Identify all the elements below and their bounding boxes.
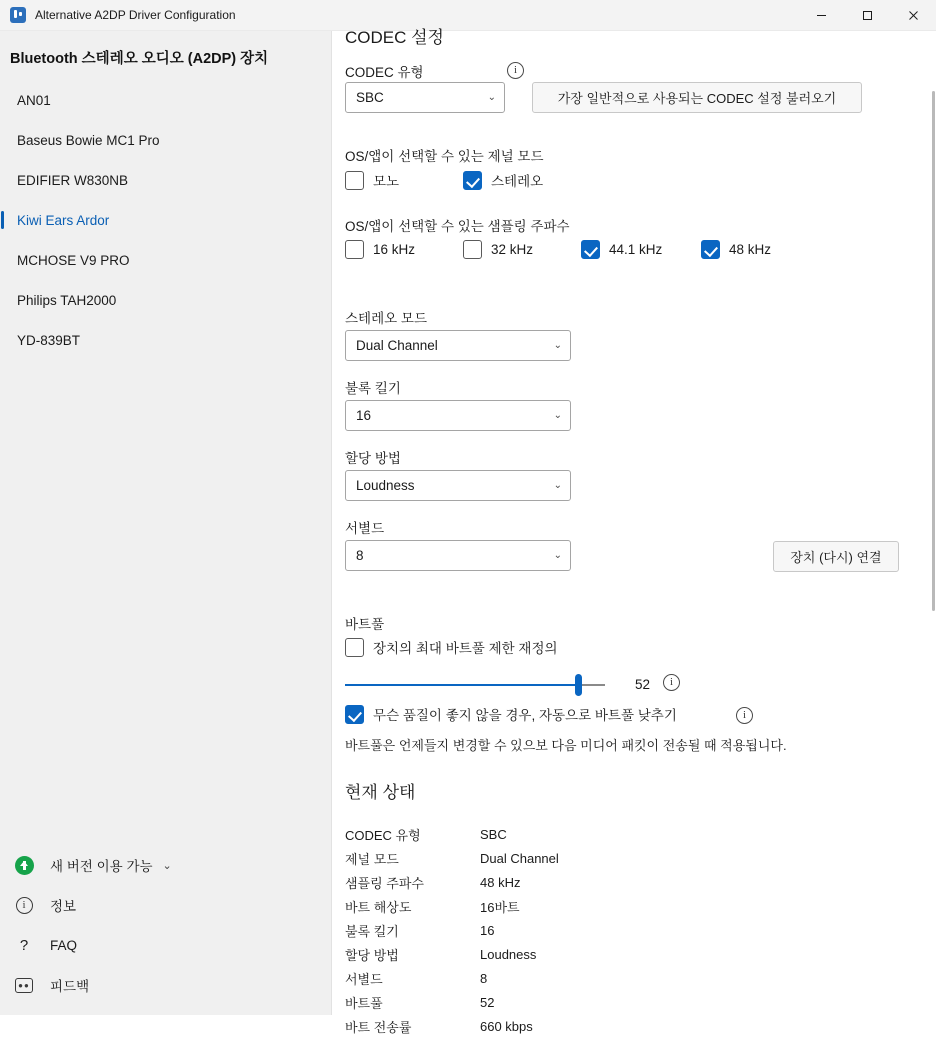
table-row <box>345 846 865 870</box>
override-max-bitpool-checkbox[interactable] <box>345 637 558 657</box>
faq-label: FAQ <box>50 937 78 953</box>
allocation-method-label: 할당 방법 <box>345 451 401 466</box>
status-value: 8 <box>480 970 488 986</box>
question-mark-icon: ? <box>19 936 29 954</box>
feedback-label: 피드백 <box>50 979 90 994</box>
table-row <box>345 822 865 846</box>
update-arrow-icon <box>12 856 36 875</box>
device-label: EDIFIER W830NB <box>17 172 129 188</box>
sidebar <box>0 31 332 1015</box>
status-value: 48 kHz <box>480 874 521 890</box>
status-value: 660 kbps <box>480 1018 533 1034</box>
table-row <box>345 942 865 966</box>
block-size-value: 16 <box>356 408 372 423</box>
sidebar-title: Bluetooth 스테레오 오디오 (A2DP) 장치 <box>10 51 269 67</box>
sampling-48khz-checkbox[interactable] <box>701 240 771 259</box>
chevron-down-icon: ⌄ <box>553 550 562 561</box>
scrollbar-thumb[interactable] <box>932 91 935 611</box>
device-label: MCHOSE V9 PRO <box>17 252 130 268</box>
sampling-44khz-label: 44.1 kHz <box>609 242 663 257</box>
bitpool-slider[interactable] <box>345 673 605 697</box>
table-row <box>345 894 865 918</box>
feedback-icon: ●● <box>12 978 36 993</box>
close-icon <box>908 10 919 21</box>
checkbox-box <box>581 240 600 259</box>
stereo-mode-value: Dual Channel <box>356 338 438 353</box>
stereo-mode-label: 스테레오 모드 <box>345 311 427 326</box>
stereo-mode-select[interactable] <box>345 330 571 361</box>
bitpool-info-icon[interactable]: i <box>663 672 680 691</box>
subbands-select[interactable] <box>345 540 571 571</box>
status-value: 16 <box>480 922 495 938</box>
checkbox-box <box>345 705 364 724</box>
status-label: 제널 모드 <box>345 851 399 867</box>
channel-mode-mono-label: 모노 <box>373 174 400 189</box>
window-title: Alternative A2DP Driver Configuration <box>35 8 236 22</box>
auto-lower-info-icon[interactable]: i <box>736 705 753 724</box>
sidebar-item-edifier-w830nb[interactable] <box>0 160 331 200</box>
device-label: Philips TAH2000 <box>17 292 117 308</box>
minimize-icon <box>816 10 827 21</box>
bitpool-section-label: 바트풀 <box>345 617 385 632</box>
sampling-rate-group-label: OS/앱이 선택할 수 있는 샘플링 주파수 <box>345 219 570 234</box>
table-row <box>345 918 865 942</box>
sidebar-footer <box>0 845 331 1015</box>
status-value: 52 <box>480 994 495 1010</box>
chevron-down-icon[interactable]: ⌄ <box>162 859 172 872</box>
status-label: 바트 해상도 <box>345 899 412 915</box>
status-label: 서별드 <box>345 971 383 987</box>
sidebar-item-about[interactable] <box>0 885 331 925</box>
status-label: 바트풀 <box>345 995 383 1011</box>
status-section-title: 현재 상태 <box>345 783 416 802</box>
status-table <box>345 822 865 1038</box>
about-label: 정보 <box>50 899 77 914</box>
status-value: Dual Channel <box>480 850 559 866</box>
channel-mode-stereo-label: 스테레오 <box>491 174 544 189</box>
device-label: Baseus Bowie MC1 Pro <box>17 132 160 148</box>
device-label: AN01 <box>17 92 51 108</box>
info-circle-icon: i <box>12 897 36 914</box>
sidebar-item-an01[interactable] <box>0 80 331 120</box>
auto-lower-bitpool-label: 무슨 품질이 좋지 않을 경우, 자동으로 바트풀 낮추기 <box>373 708 677 723</box>
sampling-32khz-checkbox[interactable] <box>463 240 533 259</box>
table-row <box>345 1014 865 1038</box>
chevron-down-icon: ⌄ <box>553 340 562 351</box>
status-label: 바트 전송률 <box>345 1019 412 1035</box>
reconnect-device-button[interactable]: 장치 (다시) 연결 <box>773 541 899 572</box>
device-label: Kiwi Ears Ardor <box>17 212 110 228</box>
sidebar-item-faq[interactable] <box>0 925 331 965</box>
sampling-44khz-checkbox[interactable] <box>581 240 662 259</box>
codec-type-value: SBC <box>356 90 384 105</box>
checkbox-box <box>463 171 482 190</box>
chevron-down-icon: ⌄ <box>553 410 562 421</box>
maximize-button[interactable] <box>844 0 890 31</box>
device-label: YD-839BT <box>17 332 81 348</box>
status-label: 불록 킬기 <box>345 923 399 939</box>
subbands-label: 서별드 <box>345 521 385 536</box>
sampling-16khz-label: 16 kHz <box>373 242 416 257</box>
status-label: 할당 방법 <box>345 947 399 963</box>
codec-type-label: CODEC 유형 <box>345 65 424 80</box>
status-value: SBC <box>480 826 507 842</box>
status-value: Loudness <box>480 946 537 962</box>
codec-type-info-icon[interactable]: i <box>507 60 524 79</box>
window-body <box>0 28 936 1035</box>
bitpool-note: 바트풀은 언제들지 변경할 수 있으보 다음 미디어 패킷이 전송될 때 적용됩니다. <box>345 738 787 753</box>
sidebar-item-philips-tah2000[interactable] <box>0 280 331 320</box>
codec-type-select[interactable] <box>345 82 505 113</box>
sampling-48khz-label: 48 kHz <box>729 242 772 257</box>
table-row <box>345 990 865 1014</box>
sidebar-item-mchose-v9-pro[interactable] <box>0 240 331 280</box>
allocation-method-value: Loudness <box>356 478 415 493</box>
checkbox-box <box>345 171 364 190</box>
table-row <box>345 966 865 990</box>
channel-mode-mono-checkbox[interactable] <box>345 170 399 190</box>
codec-section-title: CODEC 설정 <box>345 28 444 47</box>
vertical-scrollbar[interactable] <box>931 31 936 1015</box>
device-list <box>0 80 331 845</box>
app-icon <box>10 7 26 23</box>
sidebar-item-kiwi-ears-ardor[interactable] <box>0 200 331 240</box>
allocation-method-select[interactable] <box>345 470 571 501</box>
table-row <box>345 870 865 894</box>
block-size-label: 불록 킬기 <box>345 381 401 396</box>
block-size-select[interactable] <box>345 400 571 431</box>
override-max-bitpool-label: 장치의 최대 바트풀 제한 재정의 <box>373 641 558 656</box>
sidebar-item-yd-839bt[interactable] <box>0 320 331 360</box>
checkbox-box <box>463 240 482 259</box>
sampling-32khz-label: 32 kHz <box>491 242 534 257</box>
chevron-down-icon: ⌄ <box>553 480 562 491</box>
sidebar-item-update-available[interactable] <box>0 845 331 885</box>
sampling-16khz-checkbox[interactable] <box>345 240 415 259</box>
checkbox-box <box>701 240 720 259</box>
bitpool-value: 52 <box>635 677 651 692</box>
slider-fill <box>345 684 579 686</box>
load-common-codec-settings-button[interactable]: 가장 일반적으로 사용되는 CODEC 설정 불러오기 <box>532 82 862 113</box>
status-label: 샘플링 주파수 <box>345 875 424 891</box>
auto-lower-bitpool-checkbox[interactable] <box>345 704 677 724</box>
maximize-icon <box>862 10 873 21</box>
settings-panel <box>332 28 936 1035</box>
minimize-button[interactable] <box>798 0 844 31</box>
channel-mode-group-label: OS/앱이 선택할 수 있는 제널 모드 <box>345 149 544 164</box>
status-label: CODEC 유형 <box>345 827 421 843</box>
close-button[interactable] <box>890 0 936 31</box>
chevron-down-icon: ⌄ <box>487 92 496 103</box>
update-label: 새 버전 이용 가능 <box>50 859 153 874</box>
subbands-value: 8 <box>356 548 364 563</box>
slider-thumb[interactable] <box>575 674 582 696</box>
sidebar-item-baseus-bowie-mc1-pro[interactable] <box>0 120 331 160</box>
checkbox-box <box>345 638 364 657</box>
checkbox-box <box>345 240 364 259</box>
title-bar <box>0 0 936 31</box>
channel-mode-stereo-checkbox[interactable] <box>463 170 543 190</box>
sidebar-item-feedback[interactable] <box>0 965 331 1005</box>
window-controls <box>798 0 936 31</box>
status-value: 16바트 <box>480 899 520 915</box>
